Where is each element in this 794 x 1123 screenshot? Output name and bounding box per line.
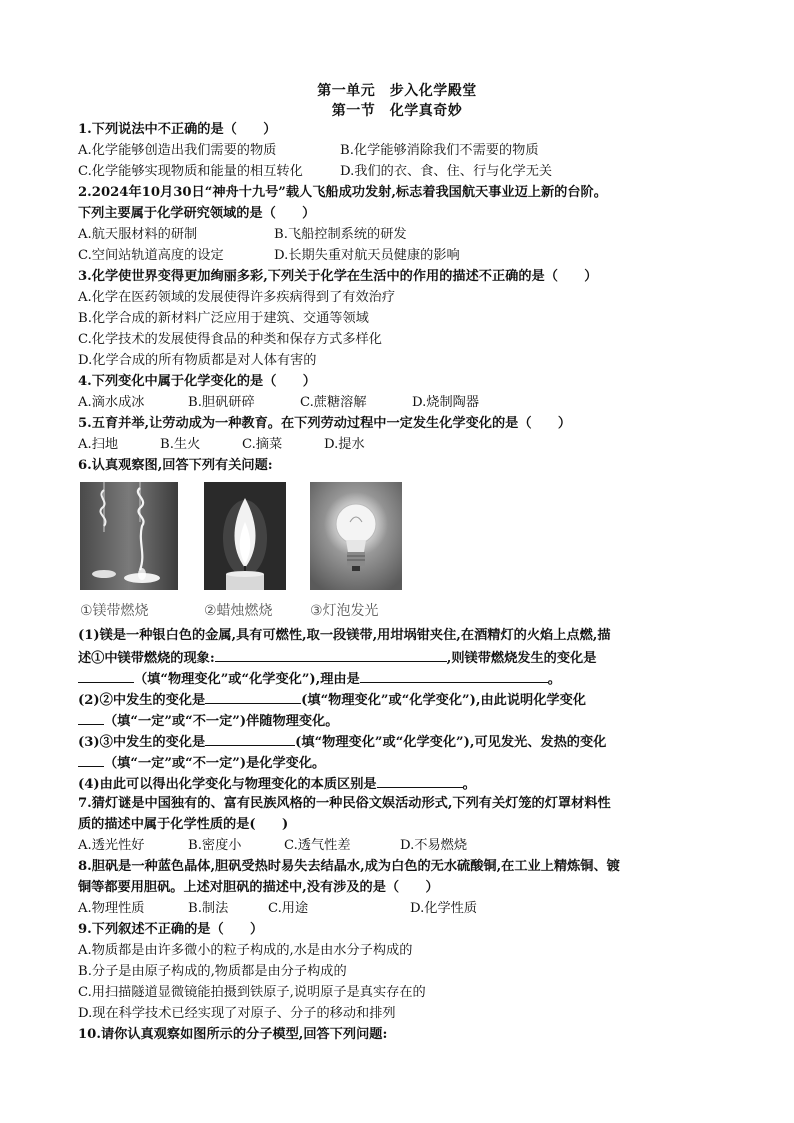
q5-option-d: D.提水	[324, 437, 365, 452]
q9-option-a: A.物质都是由许多微小的粒子构成的,水是由水分子构成的	[78, 943, 413, 958]
q6-part1-text-d: 。	[547, 672, 561, 687]
q10-stem: 10.请你认真观察如图所示的分子模型,回答下列问题:	[78, 1027, 388, 1042]
q4-option-b: B.胆矾研碎	[188, 395, 255, 410]
q6-part2-line1	[78, 689, 728, 711]
q8-option-d: D.化学性质	[410, 901, 478, 916]
q2-option-c: C.空间站轨道高度的设定	[78, 248, 224, 263]
q6-part2-text-b: (填“物理变化”或“化学变化”),由此说明化学变化	[301, 693, 586, 708]
q6-part1-line3	[78, 668, 728, 690]
q6-part3-blank2[interactable]	[78, 752, 104, 767]
q8-stem-line1: 8.胆矾是一种蓝色晶体,胆矾受热时易失去结晶水,成为白色的无水硫酸铜,在工业上精炼铜、镀	[78, 859, 620, 874]
q3-option-b: B.化学合成的新材料广泛应用于建筑、交通等领域	[78, 311, 369, 326]
magnesium-burning-image	[80, 482, 178, 590]
q7-stem-line2: 质的描述中属于化学性质的是( )	[78, 817, 289, 832]
q6-part2-line2	[78, 710, 728, 732]
q9-option-d: D.现在科学技术已经实现了对原子、分子的移动和排列	[78, 1006, 396, 1021]
q5-stem: 5.五育并举,让劳动成为一种教育。在下列劳动过程中一定发生化学变化的是（ ）	[78, 416, 572, 431]
q5-option-a: A.扫地	[78, 437, 119, 452]
q6-part1-line2	[78, 647, 728, 669]
q6-stem: 6.认真观察图,回答下列有关问题:	[78, 458, 273, 473]
q2-stem-line1: 2.2024年10月30日“神舟十九号”载人飞船成功发射,标志着我国航天事业迈上新的台阶。	[78, 185, 607, 200]
q9-option-c: C.用扫描隧道显微镜能拍摄到铁原子,说明原子是真实存在的	[78, 985, 426, 1000]
q6-part1-text-b: ,则镁带燃烧发生的变化是	[446, 651, 597, 666]
q3-option-c: C.化学技术的发展使得食品的种类和保存方式多样化	[78, 332, 382, 347]
q6-part3-line2	[78, 752, 728, 774]
q6-part4-blank[interactable]	[377, 773, 463, 788]
q6-part1-line1: (1)镁是一种银白色的金属,具有可燃性,取一段镁带,用坩埚钳夹住,在酒精灯的火焰上点燃,描	[78, 628, 611, 643]
q6-part2-text-c: （填“一定”或“不一定”)伴随物理变化。	[104, 714, 339, 729]
q1-option-c: C.化学能够实现物质和能量的相互转化	[78, 164, 303, 179]
q8-option-c: C.用途	[268, 901, 309, 916]
caption-magnesium: ①镁带燃烧	[80, 603, 149, 619]
q1-stem: 1.下列说法中不正确的是（ ）	[78, 122, 277, 137]
unit-title: 第一单元 步入化学殿堂	[317, 83, 477, 99]
q6-part1-text-c: （填“物理变化”或“化学变化”),理由是	[134, 672, 360, 687]
q6-reason-blank[interactable]	[360, 668, 548, 683]
q6-part3-text-a: (3)③中发生的变化是	[78, 735, 206, 750]
caption-candle: ②蜡烛燃烧	[204, 603, 273, 619]
q6-phenomenon-blank[interactable]	[215, 647, 447, 662]
section-title: 第一节 化学真奇妙	[331, 103, 463, 119]
q4-stem: 4.下列变化中属于化学变化的是（ ）	[78, 374, 316, 389]
q6-part3-text-b: (填“物理变化”或“化学变化”),可见发光、发热的变化	[295, 735, 607, 750]
q2-option-d: D.长期失重对航天员健康的影响	[274, 248, 460, 263]
q3-option-d: D.化学合成的所有物质都是对人体有害的	[78, 353, 317, 368]
q7-option-d: D.不易燃烧	[400, 838, 468, 853]
candle-burning-image	[204, 482, 286, 590]
q6-part3-text-c: （填“一定”或“不一定”)是化学变化。	[104, 756, 326, 771]
q6-part4-text-a: (4)由此可以得出化学变化与物理变化的本质区别是	[78, 777, 377, 792]
q4-option-c: C.蔗糖溶解	[300, 395, 367, 410]
q5-option-c: C.摘菜	[242, 437, 283, 452]
q6-part3-line1	[78, 731, 728, 753]
q4-option-d: D.烧制陶器	[412, 395, 480, 410]
caption-bulb: ③灯泡发光	[310, 603, 379, 619]
q9-stem: 9.下列叙述不正确的是（ ）	[78, 922, 264, 937]
q2-stem-line2: 下列主要属于化学研究领域的是（ ）	[78, 206, 316, 221]
q1-option-a: A.化学能够创造出我们需要的物质	[78, 143, 277, 158]
q5-option-b: B.生火	[160, 437, 201, 452]
q2-option-b: B.飞船控制系统的研发	[274, 227, 407, 242]
q1-option-d: D.我们的衣、食、住、行与化学无关	[340, 164, 553, 179]
light-bulb-image	[310, 482, 402, 590]
q8-option-a: A.物理性质	[78, 901, 145, 916]
q6-part4-line	[78, 773, 728, 795]
q4-option-a: A.滴水成冰	[78, 395, 145, 410]
q6-change-type-blank[interactable]	[78, 668, 134, 683]
q7-option-b: B.密度小	[188, 838, 242, 853]
q1-option-b: B.化学能够消除我们不需要的物质	[340, 143, 539, 158]
q6-part1-text-a: 述①中镁带燃烧的现象:	[78, 651, 215, 666]
q6-part4-text-b: 。	[462, 777, 476, 792]
q6-part3-blank1[interactable]	[205, 731, 295, 746]
q7-stem-line1: 7.猜灯谜是中国独有的、富有民族风格的一种民俗文娱活动形式,下列有关灯笼的灯罩材料性	[78, 796, 611, 811]
q2-option-a: A.航天服材料的研制	[78, 227, 198, 242]
q8-stem-line2: 铜等都要用胆矾。上述对胆矾的描述中,没有涉及的是（ ）	[78, 880, 439, 895]
q6-part2-text-a: (2)②中发生的变化是	[78, 693, 206, 708]
q8-option-b: B.制法	[188, 901, 229, 916]
q9-option-b: B.分子是由原子构成的,物质都是由分子构成的	[78, 964, 347, 979]
q7-option-c: C.透气性差	[284, 838, 351, 853]
q3-option-a: A.化学在医药领域的发展使得许多疾病得到了有效治疗	[78, 290, 396, 305]
q3-stem: 3.化学使世界变得更加绚丽多彩,下列关于化学在生活中的作用的描述不正确的是（ ）	[78, 269, 598, 284]
q6-part2-blank1[interactable]	[205, 689, 301, 704]
q6-part2-blank2[interactable]	[78, 710, 104, 725]
q7-option-a: A.透光性好	[78, 838, 145, 853]
